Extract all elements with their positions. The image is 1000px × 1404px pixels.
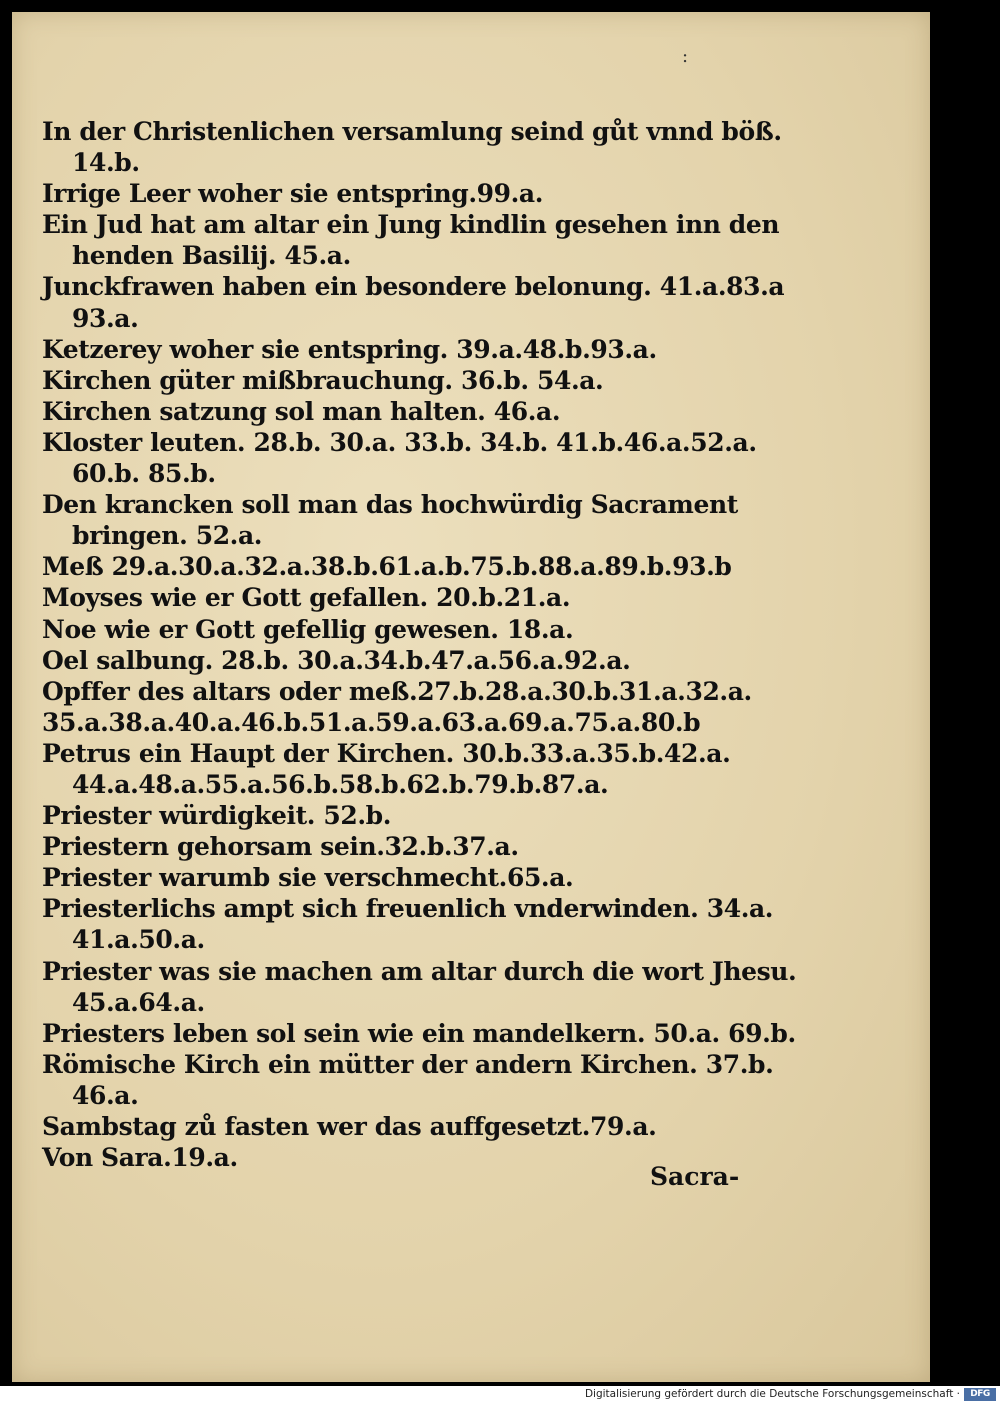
- index-entries: [42, 116, 797, 1173]
- book-page: [12, 12, 930, 1382]
- funding-credit: Digitalisierung gefördert durch die Deutsche Forschungsgemeinschaft ·: [584, 1388, 960, 1400]
- index-entry: Oel salbung. 28.b. 30.a.34.b.47.a.56.a.92.a.: [42, 645, 631, 675]
- index-entry: Priester würdigkeit. 52.b.: [42, 801, 392, 831]
- index-entry: Ein Jud hat am altar ein Jung kindlin gesehen inn den: [42, 210, 780, 240]
- index-entry: Kloster leuten. 28.b. 30.a. 33.b. 34.b. 41.b.46.a.52.a.: [42, 427, 757, 457]
- index-entry: Von Sara.19.a.: [42, 1143, 238, 1173]
- catchword: Sacra-: [650, 1162, 740, 1191]
- index-entry: Sambstag zů fasten wer das auffgesetzt.79.a.: [42, 1112, 657, 1141]
- index-entry-continuation: 45.a.64.a.: [72, 987, 205, 1017]
- index-entry: In der Christenlichen versamlung seind gůt vnnd böß.: [42, 117, 782, 146]
- index-entry-continuation: 46.a.: [72, 1080, 139, 1110]
- index-entry: Noe wie er Gott gefellig gewesen. 18.a.: [42, 614, 574, 644]
- index-entry: Irrige Leer woher sie entspring.99.a.: [42, 179, 544, 209]
- index-entry: Meß 29.a.30.a.32.a.38.b.61.a.b.75.b.88.a.89.b.93.b: [42, 552, 732, 582]
- index-entry-continuation: 60.b. 85.b.: [72, 459, 216, 489]
- index-entry-continuation: 14.b.: [72, 148, 140, 178]
- index-entry: Opffer des altars oder meß.27.b.28.a.30.b.31.a.32.a.: [42, 676, 752, 706]
- index-entry: Priesters leben sol sein wie ein mandelkern. 50.a. 69.b.: [42, 1018, 796, 1048]
- dfg-logo-icon: DFG: [964, 1388, 996, 1401]
- index-entry: Priestern gehorsam sein.32.b.37.a.: [42, 832, 519, 862]
- footer-bar: [0, 1386, 1000, 1404]
- index-entry-continuation: henden Basilij. 45.a.: [72, 241, 351, 271]
- index-entry-continuation: 41.a.50.a.: [72, 925, 205, 955]
- index-entry: Moyses wie er Gott gefallen. 20.b.21.a.: [42, 583, 571, 613]
- page-mark: :: [682, 46, 689, 67]
- index-entry: Kirchen satzung sol man halten. 46.a.: [42, 396, 561, 426]
- index-entry: Ketzerey woher sie entspring. 39.a.48.b.93.a.: [42, 334, 657, 364]
- index-entry-continuation: 93.a.: [72, 303, 139, 333]
- index-entry: Den krancken soll man das hochwürdig Sacrament: [42, 490, 738, 520]
- index-entry: Römische Kirch ein mütter der andern Kirchen. 37.b.: [42, 1049, 774, 1079]
- index-entry: Kirchen güter mißbrauchung. 36.b. 54.a.: [42, 365, 604, 395]
- index-entry: Petrus ein Haupt der Kirchen. 30.b.33.a.35.b.42.a.: [42, 738, 731, 768]
- index-entry: 35.a.38.a.40.a.46.b.51.a.59.a.63.a.69.a.75.a.80.b: [42, 707, 701, 737]
- index-entry: Priester warumb sie verschmecht.65.a.: [42, 863, 574, 893]
- index-entry: Junckfrawen haben ein besondere belonung. 41.a.83.a: [42, 272, 785, 302]
- index-entry-continuation: 44.a.48.a.55.a.56.b.58.b.62.b.79.b.87.a.: [72, 769, 609, 799]
- index-entry: Priesterlichs ampt sich freuenlich vnderwinden. 34.a.: [42, 894, 774, 924]
- index-entry: Priester was sie machen am altar durch die wort Jhesu.: [42, 956, 797, 986]
- index-entry-continuation: bringen. 52.a.: [72, 521, 263, 551]
